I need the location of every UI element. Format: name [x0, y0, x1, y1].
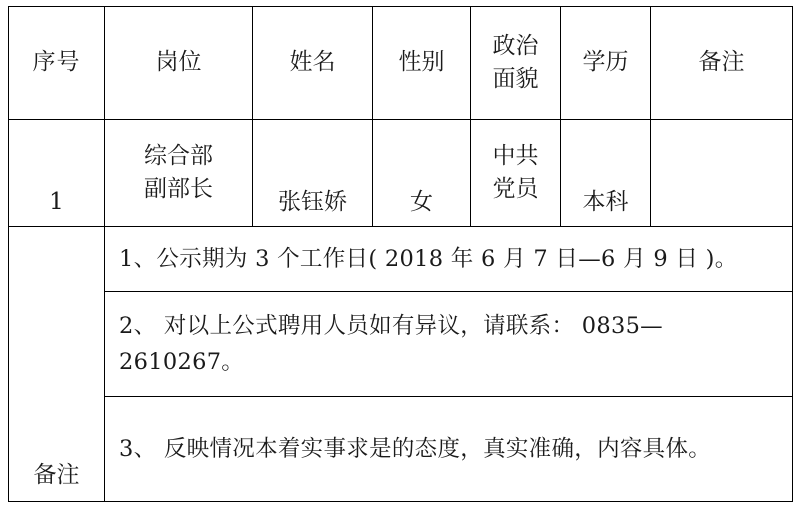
remarks-section-label	[9, 227, 105, 502]
note-item-3	[105, 397, 793, 502]
cell-name-value: 张钰娇	[278, 188, 347, 215]
cell-political-status-value	[471, 120, 560, 226]
table-row	[9, 120, 793, 227]
notes-row-2	[9, 292, 793, 397]
column-header-seq	[9, 7, 105, 120]
note-item-3-text: 3、 反映情况本着实事求是的态度，真实准确，内容具体。	[119, 435, 712, 462]
column-header-position	[105, 7, 253, 120]
column-header-education-label: 学历	[582, 49, 629, 76]
table-header-row	[9, 7, 793, 120]
cell-remarks	[651, 120, 793, 227]
column-header-remarks	[651, 7, 793, 120]
cell-political-status-line2: 党员	[492, 176, 539, 202]
column-header-gender-label: 性别	[398, 49, 445, 76]
column-header-remarks-label: 备注	[698, 49, 745, 76]
notes-row-3	[9, 397, 793, 502]
cell-gender-value: 女	[410, 188, 433, 215]
cell-position	[105, 120, 253, 227]
column-header-position-label: 岗位	[155, 49, 202, 76]
cell-remarks-value	[651, 120, 792, 226]
cell-gender	[373, 120, 471, 227]
cell-seq-value: 1	[49, 188, 64, 215]
cell-education-value: 本科	[582, 188, 629, 215]
notes-row-1	[9, 227, 793, 292]
column-header-name	[253, 7, 373, 120]
cell-political-status-line1: 中共	[492, 142, 539, 169]
column-header-gender	[373, 7, 471, 120]
column-header-political-status-line1: 政治	[492, 32, 539, 59]
note-item-1-text: 1、公示期为 3 个工作日( 2018 年 6 月 7 日—6 月 9 日 )。	[119, 245, 738, 272]
cell-seq	[9, 120, 105, 227]
note-item-2	[105, 292, 793, 397]
cell-education	[561, 120, 651, 227]
cell-position-line1: 综合部	[144, 142, 213, 169]
column-header-political-status	[471, 7, 561, 120]
cell-name	[253, 120, 373, 227]
cell-political-status	[471, 120, 561, 227]
cell-position-line2: 副部长	[144, 176, 213, 202]
column-header-political-status-line2: 面貌	[492, 66, 539, 92]
cell-position-value	[105, 120, 252, 226]
announcement-table	[8, 6, 793, 502]
remarks-section-label-text: 备注	[33, 461, 80, 488]
column-header-political-status-label	[471, 7, 560, 119]
note-item-1	[105, 227, 793, 292]
note-item-2-text: 2、 对以上公式聘用人员如有异议，请联系： 0835—2610267。	[119, 312, 663, 375]
column-header-education	[561, 7, 651, 120]
column-header-name-label: 姓名	[289, 49, 336, 76]
column-header-seq-label: 序号	[32, 49, 81, 76]
